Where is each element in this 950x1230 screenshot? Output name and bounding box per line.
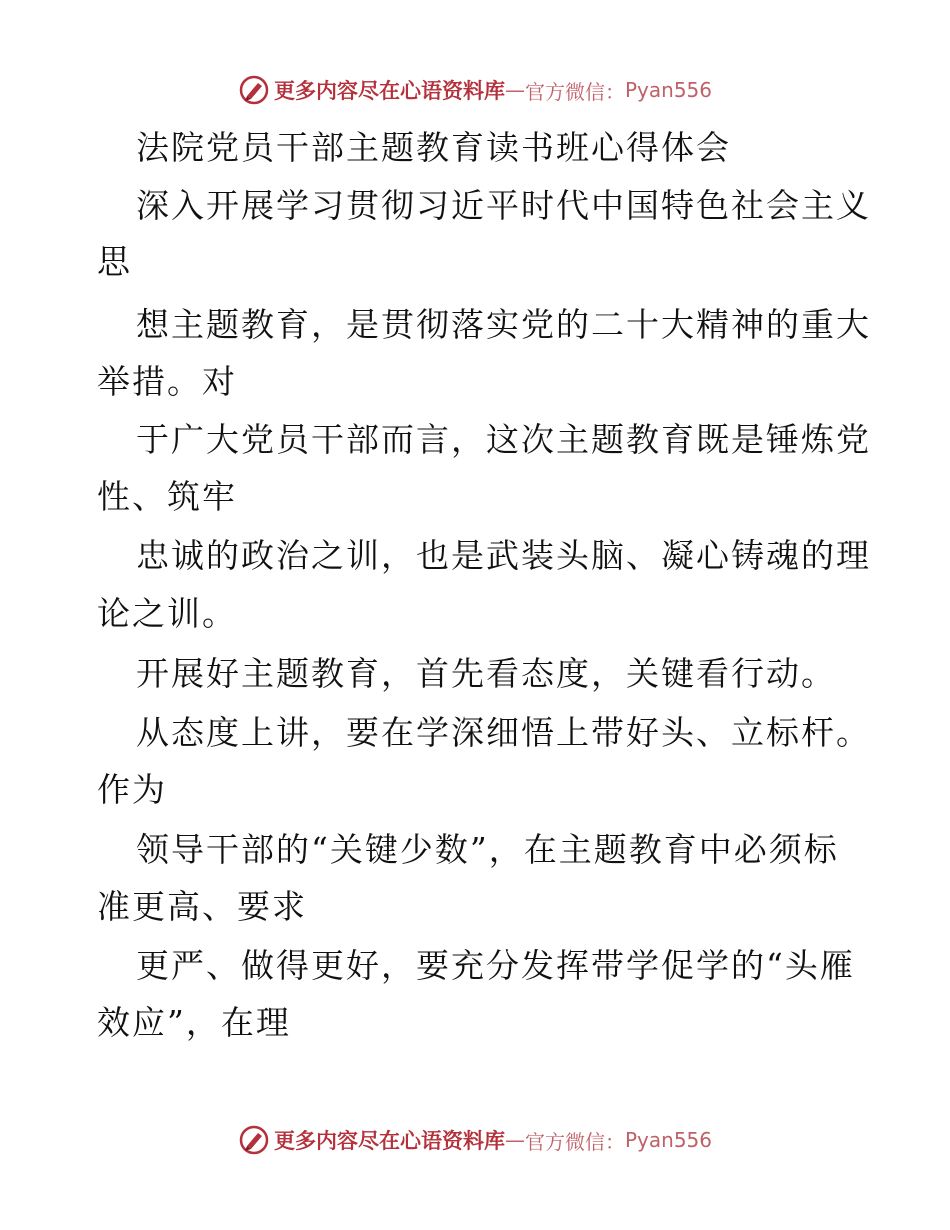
document-title: 法院党员干部主题教育读书班心得体会 bbox=[136, 128, 731, 167]
text-line: 于广大党员干部而言，这次主题教育既是锤炼党 bbox=[136, 420, 871, 459]
text-line: 论之训。 bbox=[97, 594, 237, 633]
watermark-wechat-id: Pyan556 bbox=[624, 1128, 712, 1152]
watermark-dash: — bbox=[504, 78, 525, 102]
watermark-dash: — bbox=[504, 1128, 525, 1152]
page-footer-watermark bbox=[0, 1120, 950, 1160]
text-line: 思 bbox=[97, 242, 132, 281]
text-line: 忠诚的政治之训，也是武装头脑、凝心铸魂的理 bbox=[136, 536, 871, 575]
text-line: 领导干部的“关键少数”，在主题教育中必须标 bbox=[136, 830, 839, 869]
text-line: 性、筑牢 bbox=[97, 477, 237, 516]
text-line: 效应”，在理 bbox=[97, 1003, 291, 1042]
watermark-text: 更多内容尽在心语资料库 bbox=[273, 78, 505, 103]
watermark-wechat-label: 官方微信： bbox=[524, 79, 625, 104]
text-line: 准更高、要求 bbox=[97, 887, 307, 926]
pen-logo-icon bbox=[238, 74, 270, 106]
text-line: 深入开展学习贯彻习近平时代中国特色社会主义 bbox=[136, 186, 871, 225]
watermark-text: 更多内容尽在心语资料库 bbox=[273, 1128, 505, 1153]
pen-logo-icon bbox=[238, 1124, 270, 1156]
text-line: 更严、做得更好，要充分发挥带学促学的“头雁 bbox=[136, 946, 855, 985]
text-line: 举措。对 bbox=[97, 362, 237, 401]
watermark-wechat-id: Pyan556 bbox=[624, 78, 712, 102]
text-line: 开展好主题教育，首先看态度，关键看行动。 bbox=[136, 654, 836, 693]
text-line: 从态度上讲，要在学深细悟上带好头、立标杆。 bbox=[136, 713, 871, 752]
text-line: 作为 bbox=[97, 770, 167, 809]
text-line: 想主题教育，是贯彻落实党的二十大精神的重大 bbox=[136, 305, 871, 344]
page-header-watermark bbox=[0, 70, 950, 110]
watermark-wechat-label: 官方微信： bbox=[524, 1129, 625, 1154]
